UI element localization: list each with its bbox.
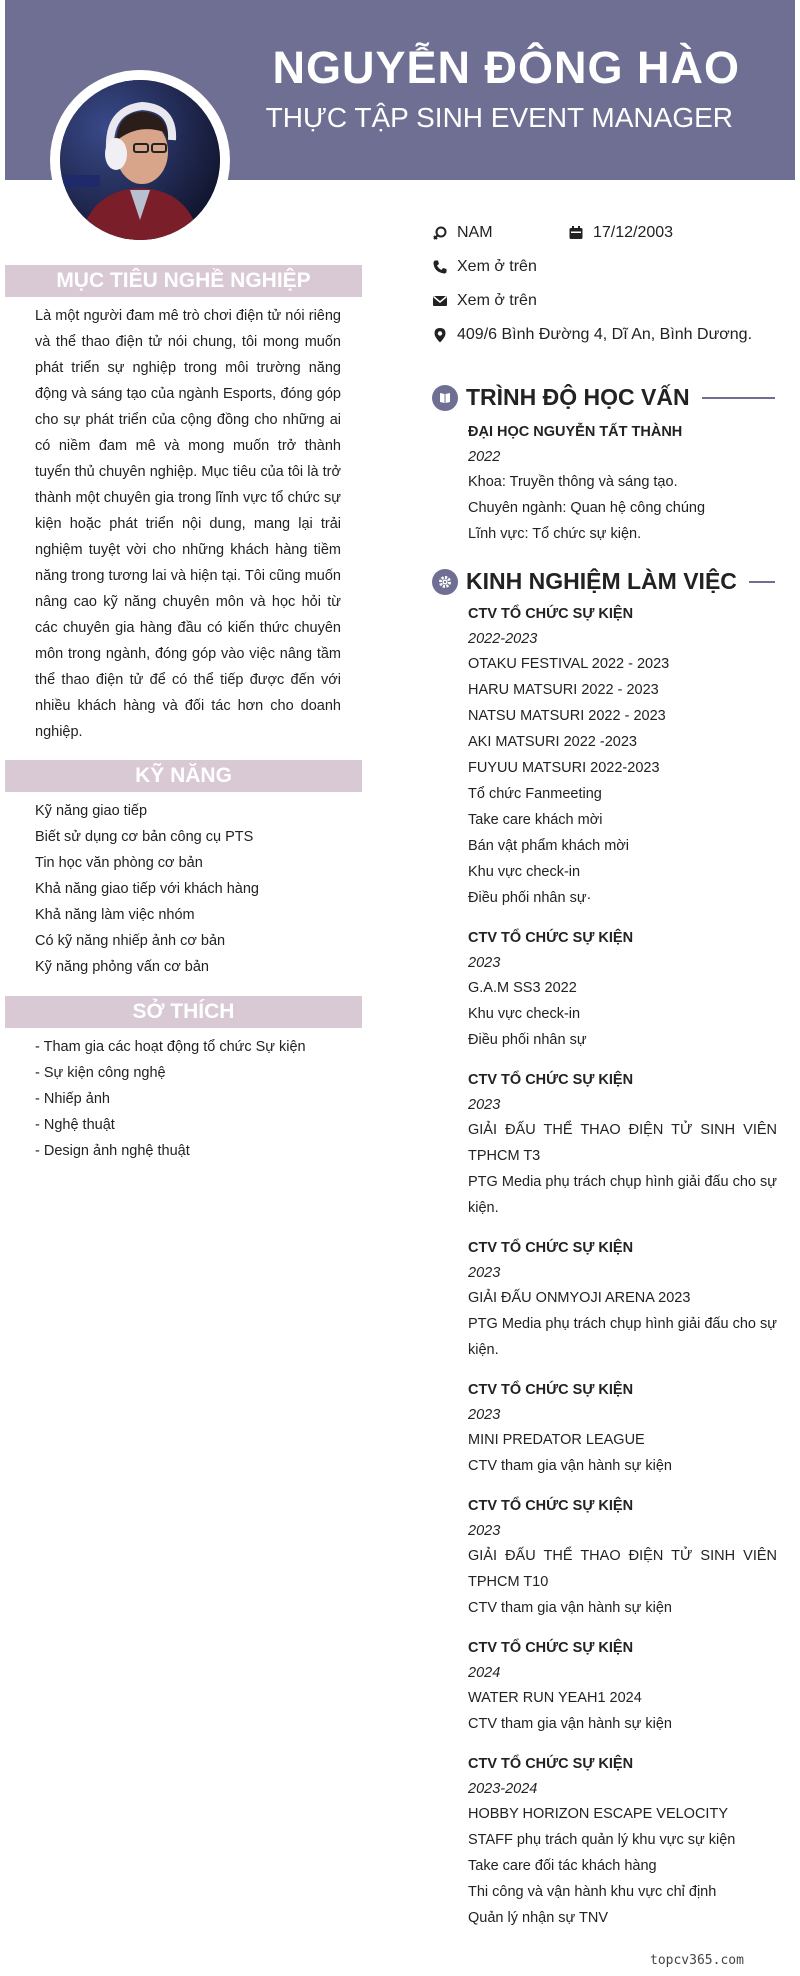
experience-entry	[468, 1493, 777, 1621]
job-title: CTV TỔ CHỨC SỰ KIỆN	[468, 1382, 634, 1398]
job-period: 2024	[468, 1665, 501, 1681]
experience-entry	[468, 1377, 777, 1479]
heading-divider	[749, 581, 775, 583]
list-item: - Nghệ thuật	[35, 1117, 115, 1133]
job-detail: AKI MATSURI 2022 -2023	[468, 734, 637, 750]
phone-value: Xem ở trên	[457, 258, 537, 275]
education-title: TRÌNH ĐỘ HỌC VẤN	[466, 384, 690, 410]
job-period: 2023	[468, 955, 501, 971]
avatar-photo	[60, 80, 220, 240]
hobbies-list	[35, 1034, 355, 1164]
job-detail: CTV tham gia vận hành sự kiện	[468, 1716, 672, 1732]
gender-value: NAM	[457, 224, 493, 241]
experience-title: KINH NGHIỆM LÀM VIỆC	[466, 568, 737, 594]
birthday-value: 17/12/2003	[593, 224, 674, 241]
experience-entry	[468, 1067, 777, 1221]
objective-heading: MỤC TIÊU NGHỀ NGHIỆP	[5, 265, 362, 297]
experience-entry	[468, 1235, 777, 1363]
job-detail: CTV tham gia vận hành sự kiện	[468, 1600, 672, 1616]
job-detail: NATSU MATSURI 2022 - 2023	[468, 708, 666, 724]
job-detail: PTG Media phụ trách chụp hình giải đấu cho sự kiện.	[468, 1316, 777, 1358]
book-icon	[432, 385, 458, 411]
avatar	[60, 80, 220, 240]
job-title: CTV TỔ CHỨC SỰ KIỆN	[468, 1498, 634, 1514]
education-line: Lĩnh vực: Tổ chức sự kiện.	[468, 526, 642, 542]
birthday-info	[568, 224, 673, 242]
candidate-title: THỰC TẬP SINH EVENT MANAGER	[265, 102, 733, 133]
job-period: 2023	[468, 1265, 501, 1281]
hobbies-heading: SỞ THÍCH	[5, 996, 362, 1028]
list-item: Có kỹ năng nhiếp ảnh cơ bản	[35, 933, 226, 949]
address-info	[432, 326, 752, 344]
email-value: Xem ở trên	[457, 292, 537, 309]
job-period: 2023	[468, 1523, 501, 1539]
job-detail: WATER RUN YEAH1 2024	[468, 1690, 642, 1706]
list-item: Khả năng làm việc nhóm	[35, 907, 195, 923]
job-detail: Take care khách mời	[468, 812, 603, 828]
job-title: CTV TỔ CHỨC SỰ KIỆN	[468, 1072, 634, 1088]
job-detail: HARU MATSURI 2022 - 2023	[468, 682, 659, 698]
job-detail: OTAKU FESTIVAL 2022 - 2023	[468, 656, 670, 672]
list-item: - Nhiếp ảnh	[35, 1091, 110, 1107]
job-detail: MINI PREDATOR LEAGUE	[468, 1432, 645, 1448]
education-heading	[432, 384, 775, 411]
heading-divider	[702, 397, 775, 399]
gender-info	[432, 224, 493, 242]
list-item: - Tham gia các hoạt động tổ chức Sự kiện	[35, 1039, 306, 1055]
envelope-icon	[432, 293, 448, 309]
job-detail: GIẢI ĐẤU THỂ THAO ĐIỆN TỬ SINH VIÊN TPHCM T10	[468, 1548, 777, 1590]
list-item: - Sự kiện công nghệ	[35, 1065, 166, 1081]
experience-entry	[468, 1751, 777, 1931]
address-value: 409/6 Bình Đường 4, Dĩ An, Bình Dương.	[457, 326, 753, 343]
skills-list	[35, 798, 355, 980]
job-title: CTV TỔ CHỨC SỰ KIỆN	[468, 1240, 634, 1256]
list-item: Tin học văn phòng cơ bản	[35, 855, 203, 871]
job-detail: GIẢI ĐẤU ONMYOJI ARENA 2023	[468, 1290, 691, 1306]
experience-entry	[468, 925, 777, 1053]
list-item: Biết sử dụng cơ bản công cụ PTS	[35, 829, 254, 845]
email-info	[432, 292, 537, 310]
job-detail: Khu vực check-in	[468, 864, 581, 880]
list-item: Kỹ năng phỏng vấn cơ bản	[35, 959, 209, 975]
education-block	[468, 419, 777, 547]
job-detail: GIẢI ĐẤU THỂ THAO ĐIỆN TỬ SINH VIÊN TPHCM T3	[468, 1122, 777, 1164]
list-item: Kỹ năng giao tiếp	[35, 803, 148, 819]
gear-icon	[432, 569, 458, 595]
job-period: 2022-2023	[468, 631, 538, 647]
job-detail: FUYUU MATSURI 2022-2023	[468, 760, 660, 776]
job-title: CTV TỔ CHỨC SỰ KIỆN	[468, 606, 634, 622]
education-line: Chuyên ngành: Quan hệ công chúng	[468, 500, 706, 516]
job-detail: Bán vật phẩm khách mời	[468, 838, 630, 854]
job-detail: Thi công và vận hành khu vực chỉ định	[468, 1884, 717, 1900]
phone-icon	[432, 259, 448, 275]
list-item: Khả năng giao tiếp với khách hàng	[35, 881, 259, 897]
experience-list	[468, 601, 777, 1945]
job-detail: Điều phối nhân sự	[468, 1032, 587, 1048]
objective-text: Là một người đam mê trò chơi điện tử nói riêng và thể thao điện tử nói chung, tôi mong muốn phát triển sự nghiệp trong môi trường năng động và sáng tạo của ngành Esports, đóng góp cho sự phát triển của cộng đồng cho những ai có niềm đam mê và mong muốn trở thành tuyển thủ chuyên nghiệp. Mục tiêu của tôi là trở thành một chuyên gia trong lĩnh vực tổ chức sự kiện hoặc phát triển nội dung, mang lại trải nghiệm tuyệt vời cho những khách hàng tiềm năng trong tương lai và hiện tại. Tôi cũng muốn nâng cao kỹ năng chuyên môn và học hỏi từ các chuyên gia hàng đầu có kiến thức chuyên môn trong ngành, đóng góp vào việc nâng tầm thể thao điện tử để có thể tiếp được đến với nhiều khách hàng và đối tác hơn cho doanh nghiệp.	[35, 308, 341, 740]
watermark: topcv365.com	[650, 1953, 744, 1968]
job-detail: STAFF phụ trách quản lý khu vực sự kiện	[468, 1832, 736, 1848]
school-name: ĐẠI HỌC NGUYỄN TẤT THÀNH	[468, 424, 683, 440]
job-period: 2023	[468, 1407, 501, 1423]
gender-icon	[432, 225, 448, 241]
experience-heading	[432, 568, 775, 595]
job-detail: Điều phối nhân sự·	[468, 890, 592, 906]
education-line: Khoa: Truyền thông và sáng tạo.	[468, 474, 678, 490]
job-detail: Take care đối tác khách hàng	[468, 1858, 657, 1874]
skills-heading: KỸ NĂNG	[5, 760, 362, 792]
candidate-name: NGUYỄN ĐÔNG HÀO	[272, 42, 740, 93]
job-detail: CTV tham gia vận hành sự kiện	[468, 1458, 672, 1474]
school-year: 2022	[468, 449, 501, 465]
experience-entry	[468, 601, 777, 911]
job-title: CTV TỔ CHỨC SỰ KIỆN	[468, 1640, 634, 1656]
phone-info	[432, 258, 537, 276]
list-item: - Design ảnh nghệ thuật	[35, 1143, 190, 1159]
job-period: 2023-2024	[468, 1781, 538, 1797]
calendar-icon	[568, 225, 584, 241]
job-detail: G.A.M SS3 2022	[468, 980, 577, 996]
job-title: CTV TỔ CHỨC SỰ KIỆN	[468, 1756, 634, 1772]
job-detail: PTG Media phụ trách chụp hình giải đấu cho sự kiện.	[468, 1174, 777, 1216]
job-period: 2023	[468, 1097, 501, 1113]
job-detail: Tổ chức Fanmeeting	[468, 786, 602, 802]
job-detail: Quản lý nhận sự TNV	[468, 1910, 609, 1926]
job-title: CTV TỔ CHỨC SỰ KIỆN	[468, 930, 634, 946]
experience-entry	[468, 1635, 777, 1737]
job-detail: HOBBY HORIZON ESCAPE VELOCITY	[468, 1806, 728, 1822]
location-pin-icon	[432, 327, 448, 343]
job-detail: Khu vực check-in	[468, 1006, 581, 1022]
